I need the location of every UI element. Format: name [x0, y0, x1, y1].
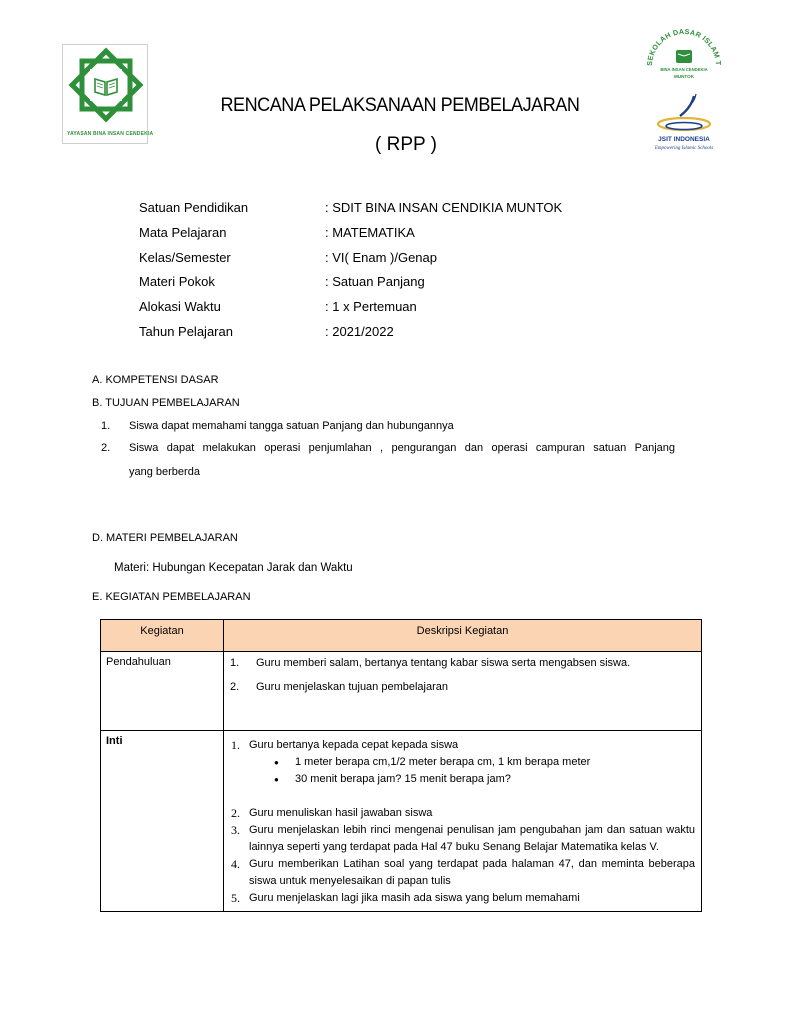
list-text: Guru bertanya kepada cepat kepada siswa [249, 739, 459, 751]
kegiatan-table [100, 619, 702, 912]
table-row-inti [101, 731, 702, 912]
table-header-row [101, 620, 702, 652]
list-item [230, 680, 695, 695]
svg-text:BINA INSAN CENDEKIA: BINA INSAN CENDEKIA [660, 67, 708, 72]
identity-label: Mata Pelajaran [139, 224, 227, 240]
page-title: RENCANA PELAKSANAAN PEMBELAJARAN [220, 95, 580, 116]
jsit-name: JSIT INDONESIA [658, 136, 710, 143]
yayasan-logo [62, 44, 154, 144]
list-text: Guru memberi salam, bertanya tentang kabar siswa serta mengabsen siswa. [256, 657, 631, 669]
materi-text: Materi: Hubungan Kecepatan Jarak dan Waktu [114, 562, 353, 574]
bullet-text: 1 meter berapa cm,1/2 meter berapa cm, 1 km berapa meter [295, 756, 591, 768]
list-text: Guru menjelaskan lagi jika masih ada siswa yang belum memahami [249, 892, 580, 904]
bullet-dot-icon: ● [274, 775, 279, 784]
row-label-inti: Inti [101, 731, 224, 912]
list-text: Guru menuliskan hasil jawaban siswa [249, 807, 433, 819]
list-text: Guru menjelaskan lebih rinci mengenai penulisan jam pengubahan jam dan satuan waktu lainnya seperti yang terdapat pada Hal 47 buku Senang Belajar Matematika kelas V. [249, 824, 695, 853]
section-heading-kompetensi: A. KOMPETENSI DASAR [92, 374, 219, 386]
list-item [230, 856, 695, 890]
list-text: Guru memberikan Latihan soal yang terdapat pada halaman 47, dan meminta beberapa siswa untuk menyelesaikan di papan tulis [249, 858, 695, 887]
identity-label: Satuan Pendidikan [139, 200, 249, 215]
identity-value: : VI( Enam )/Genap [325, 249, 437, 265]
sdit-school-seal [638, 26, 730, 86]
identity-value: : SDIT BINA INSAN CENDIKIA MUNTOK [325, 200, 563, 215]
list-item [230, 656, 695, 671]
objective-number: 1. [101, 420, 111, 432]
identity-value: : 2021/2022 [325, 323, 394, 339]
section-heading-tujuan: B. TUJUAN PEMBELAJARAN [92, 397, 240, 409]
list-number: 5. [231, 891, 240, 905]
list-number: 1. [230, 657, 240, 669]
identity-label: Alokasi Waktu [139, 299, 221, 315]
row-desc-pendahuluan [224, 652, 702, 731]
table-header-deskripsi: Deskripsi Kegiatan [224, 620, 702, 652]
page-subtitle: ( RPP ) [375, 134, 437, 155]
objective-text-continued: yang berberda [129, 466, 200, 478]
identity-label: Tahun Pelajaran [139, 323, 233, 339]
objective-text: Siswa dapat melakukan operasi penjumlahan , pengurangan dan operasi campuran satuan Panjang [129, 442, 675, 454]
identity-label: Materi Pokok [139, 274, 215, 290]
list-text: Guru menjelaskan tujuan pembelajaran [256, 681, 449, 693]
jsit-indonesia-logo [638, 92, 730, 160]
list-item [230, 737, 695, 754]
yayasan-logo-text: YAYASAN BINA INSAN CENDEKIA [67, 131, 154, 137]
list-number: 2. [231, 806, 240, 820]
list-number: 4. [231, 857, 240, 871]
jsit-quill-icon [638, 92, 730, 136]
jsit-tagline: Empowering Islamic Schools [654, 146, 714, 151]
list-item [230, 805, 695, 822]
list-number: 3. [231, 823, 240, 837]
list-item [230, 822, 695, 856]
bullet-item [230, 754, 695, 771]
school-seal-icon [638, 26, 730, 86]
identity-value: : 1 x Pertemuan [325, 299, 417, 315]
row-desc-inti [224, 731, 702, 912]
objective-number: 2. [101, 442, 111, 454]
svg-text:SEKOLAH DASAR ISLAM TERPADU: SEKOLAH DASAR ISLAM T [644, 26, 724, 67]
bullet-item [230, 771, 695, 788]
identity-label: Kelas/Semester [139, 249, 231, 265]
section-heading-materi: D. MATERI PEMBELAJARAN [92, 532, 238, 544]
section-heading-kegiatan: E. KEGIATAN PEMBELAJARAN [92, 591, 251, 603]
svg-text:MUNTOK: MUNTOK [673, 74, 695, 79]
table-header-kegiatan: Kegiatan [101, 620, 224, 652]
list-number: 2. [230, 681, 240, 693]
identity-value: : MATEMATIKA [325, 224, 415, 240]
list-item [230, 890, 695, 907]
table-row-pendahuluan [101, 652, 702, 731]
objective-text: Siswa dapat memahami tangga satuan Panjang dan hubungannya [129, 420, 454, 432]
list-number: 1. [231, 738, 240, 752]
identity-value: : Satuan Panjang [325, 274, 425, 290]
bullet-dot-icon: ● [274, 758, 279, 767]
row-label-pendahuluan: Pendahuluan [101, 652, 224, 731]
bullet-text: 30 menit berapa jam? 15 menit berapa jam? [295, 773, 511, 785]
star-book-emblem-icon [63, 45, 149, 131]
